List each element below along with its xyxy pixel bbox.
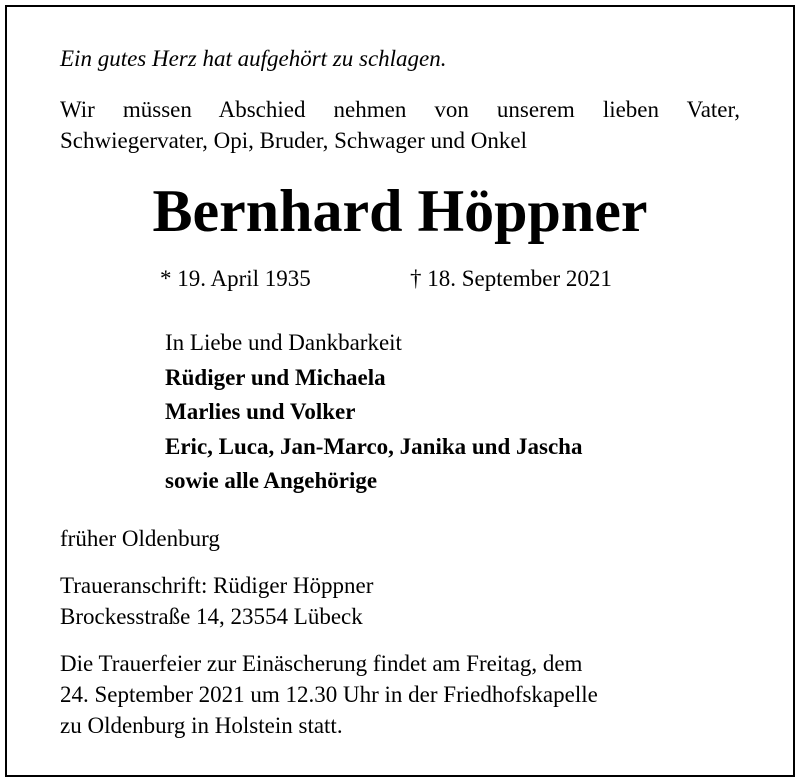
signer-name: Eric, Luca, Jan-Marco, Janika und Jascha [165,433,583,459]
ceremony-line: zu Oldenburg in Holstein statt. [60,713,343,738]
intro-text [60,94,740,156]
deceased-name: Bernhard Höppner [152,178,648,244]
death-date: † 18. September 2021 [410,266,612,291]
signers-block [165,326,582,499]
ceremony-line: Die Trauerfeier zur Einäscherung findet am Freitag, dem [60,651,583,676]
address-line: Brockesstraße 14, 23554 Lübeck [60,604,363,629]
ceremony-line: 24. September 2021 um 12.30 Uhr in der Friedhofskapelle [60,682,598,707]
intro-line: Schwiegervater, Opi, Bruder, Schwager und Onkel [60,128,527,153]
former-residence: früher Oldenburg [60,526,220,551]
ceremony-info [60,648,598,741]
mourning-address [60,570,373,632]
signers-lead: In Liebe und Dankbarkeit [165,330,402,355]
motto: Ein gutes Herz hat aufgehört zu schlagen. [60,46,447,71]
address-line: Traueranschrift: Rüdiger Höppner [60,573,374,598]
signer-name: Rüdiger und Michaela [165,364,386,390]
intro-line: Wir müssen Abschied nehmen von unserem lieben Vater, [60,97,740,122]
signer-name: sowie alle Angehörige [165,468,378,493]
birth-date: * 19. April 1935 [160,266,311,291]
signer-name: Marlies und Volker [165,399,356,424]
